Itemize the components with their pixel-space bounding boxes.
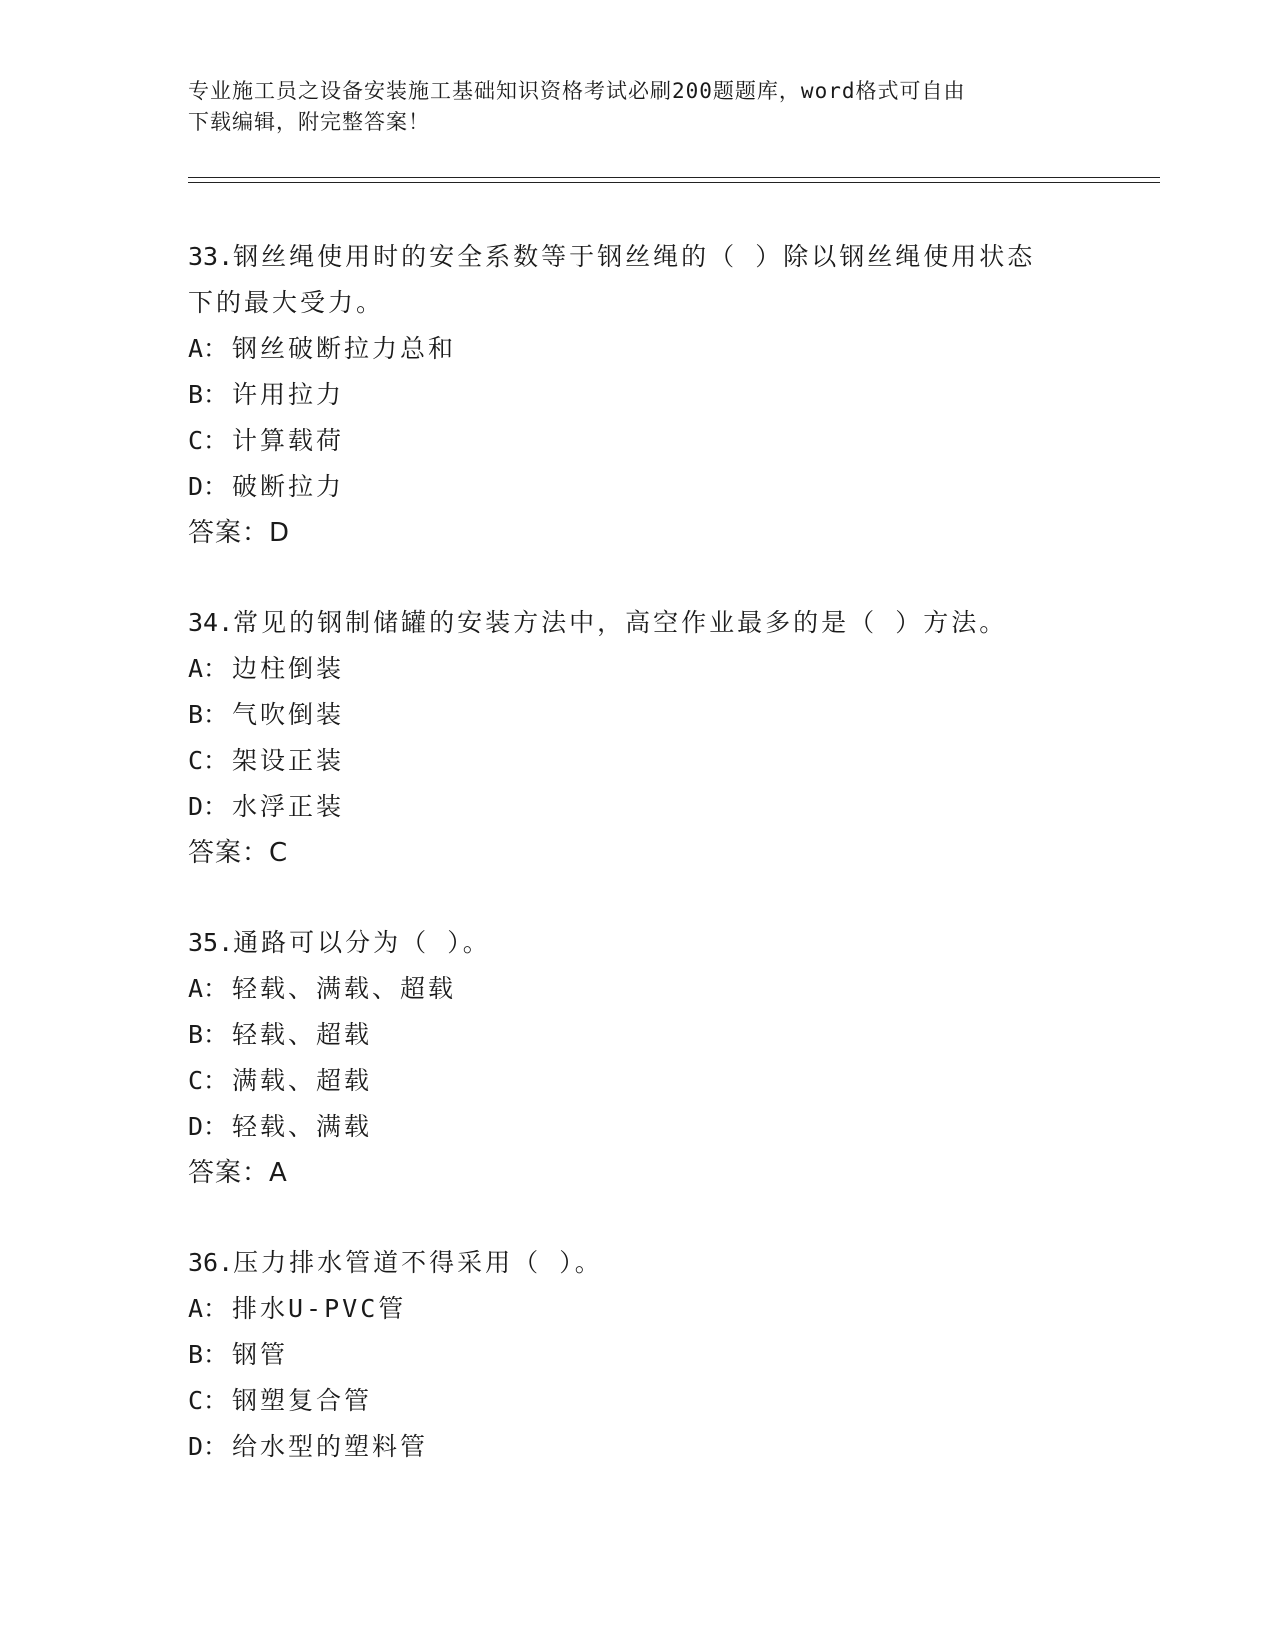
- option-text: 许用拉力: [232, 380, 345, 409]
- question-stem: [188, 1240, 1088, 1286]
- option-text: 架设正装: [232, 746, 345, 775]
- option-a: [188, 326, 1088, 372]
- option-d: [188, 1424, 1088, 1470]
- document-header: [188, 76, 1068, 138]
- question-number: 34.: [188, 608, 234, 637]
- header-line-1: 专业施工员之设备安装施工基础知识资格考试必刷200题题库，word格式可自由: [188, 79, 966, 103]
- option-a: [188, 966, 1088, 1012]
- question-stem: [188, 234, 1088, 280]
- question-stem: [188, 920, 1088, 966]
- option-key: D：: [188, 1112, 229, 1141]
- header-divider-top: [188, 177, 1160, 178]
- option-c: [188, 738, 1088, 784]
- option-text: 钢塑复合管: [232, 1386, 373, 1415]
- option-key: C：: [188, 1386, 229, 1415]
- option-text: 钢丝破断拉力总和: [232, 334, 457, 363]
- question-number: 36.: [188, 1248, 234, 1277]
- question-item: [188, 234, 1088, 556]
- option-b: [188, 1332, 1088, 1378]
- option-key: B：: [188, 380, 229, 409]
- option-text: 给水型的塑料管: [232, 1432, 429, 1461]
- option-text: 破断拉力: [232, 472, 345, 501]
- option-d: [188, 1104, 1088, 1150]
- question-number: 33.: [188, 242, 234, 271]
- answer-line: 答案：A: [188, 1158, 288, 1188]
- option-key: D：: [188, 792, 229, 821]
- option-d: [188, 784, 1088, 830]
- header-divider-bottom: [188, 182, 1160, 183]
- option-key: B：: [188, 1340, 229, 1369]
- option-text: 计算载荷: [232, 426, 345, 455]
- option-text: 轻载、满载、超载: [232, 974, 457, 1003]
- option-key: C：: [188, 1066, 229, 1095]
- option-b: [188, 1012, 1088, 1058]
- question-stem-line-1: 压力排水管道不得采用（ ）。: [233, 1248, 603, 1277]
- answer-line: 答案：D: [188, 518, 291, 548]
- question-stem: [188, 600, 1088, 646]
- option-text: 满载、超载: [232, 1066, 373, 1095]
- option-b: [188, 692, 1088, 738]
- option-text: 气吹倒装: [232, 700, 345, 729]
- option-c: [188, 1378, 1088, 1424]
- option-b: [188, 372, 1088, 418]
- option-key: C：: [188, 426, 229, 455]
- option-d: [188, 464, 1088, 510]
- option-text: 钢管: [232, 1340, 289, 1369]
- header-line-2: 下载编辑，附完整答案！: [188, 110, 430, 134]
- question-stem-line-1: 通路可以分为（ ）。: [233, 928, 491, 957]
- option-key: A：: [188, 1294, 229, 1323]
- question-stem-line-1: 钢丝绳使用时的安全系数等于钢丝绳的（ ）除以钢丝绳使用状态: [233, 242, 1036, 271]
- question-list: [188, 234, 1088, 1514]
- option-text: 轻载、满载: [232, 1112, 373, 1141]
- option-text: 水浮正装: [232, 792, 345, 821]
- option-text: 排水U-PVC管: [232, 1294, 407, 1323]
- question-number: 35.: [188, 928, 234, 957]
- option-key: A：: [188, 654, 229, 683]
- option-key: D：: [188, 1432, 229, 1461]
- option-key: D：: [188, 472, 229, 501]
- option-a: [188, 646, 1088, 692]
- question-stem-line-2: 下的最大受力。: [188, 288, 385, 317]
- option-c: [188, 418, 1088, 464]
- option-text: 边柱倒装: [232, 654, 345, 683]
- option-key: B：: [188, 700, 229, 729]
- option-text: 轻载、超载: [232, 1020, 373, 1049]
- answer-line: 答案：C: [188, 838, 289, 868]
- question-stem-line-1: 常见的钢制储罐的安装方法中，高空作业最多的是（ ）方法。: [233, 608, 1008, 637]
- question-item: [188, 600, 1088, 876]
- option-key: B：: [188, 1020, 229, 1049]
- option-key: C：: [188, 746, 229, 775]
- option-a: [188, 1286, 1088, 1332]
- question-item: [188, 1240, 1088, 1470]
- option-key: A：: [188, 334, 229, 363]
- question-item: [188, 920, 1088, 1196]
- option-key: A：: [188, 974, 229, 1003]
- option-c: [188, 1058, 1088, 1104]
